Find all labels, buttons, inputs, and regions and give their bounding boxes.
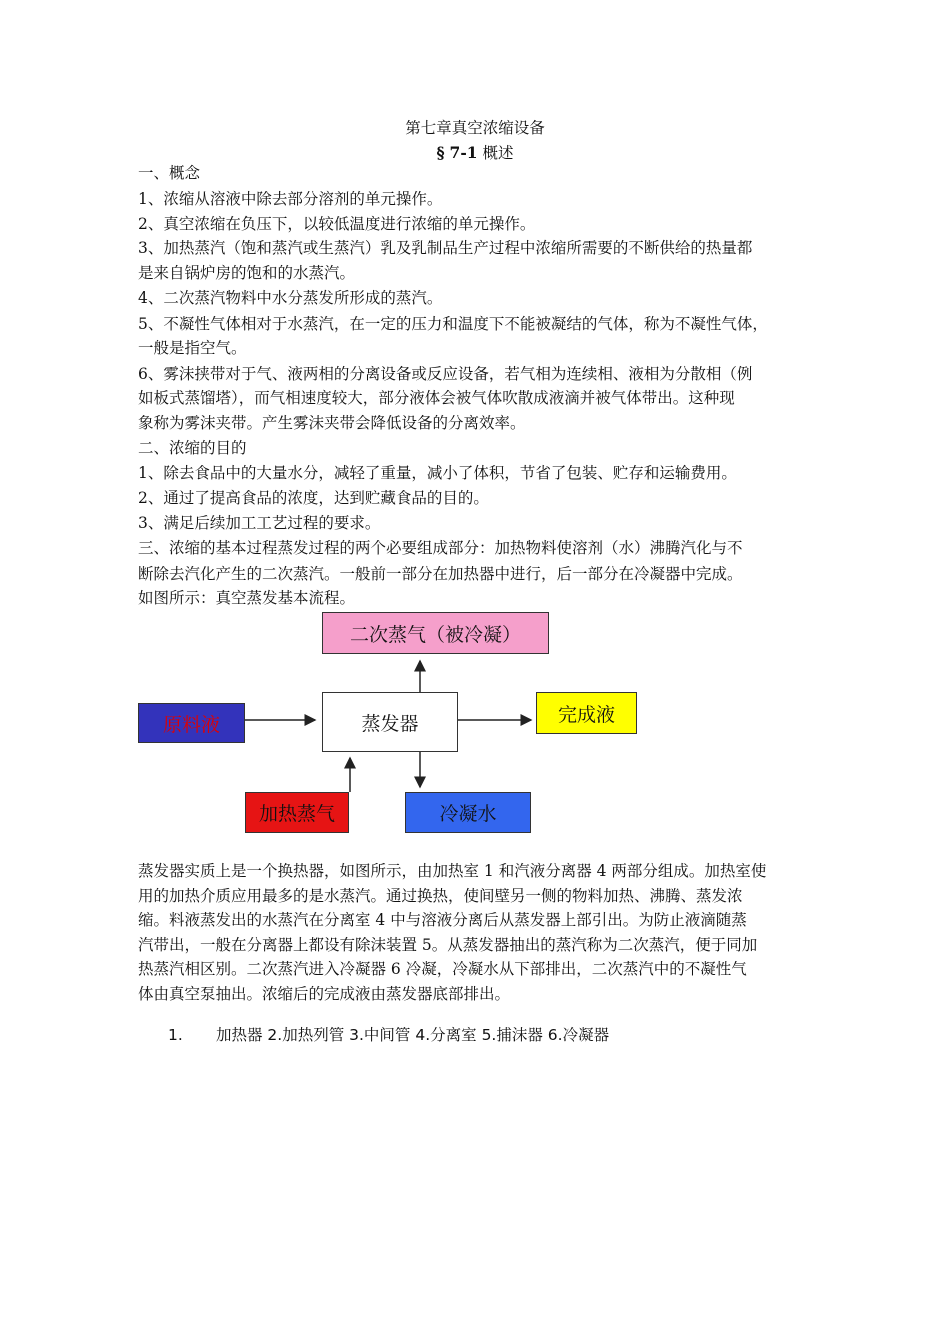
- paragraph-line: 用的加热介质应用最多的是水蒸汽。通过换热，使间壁另一侧的物料加热、沸腾、蒸发浓: [138, 886, 743, 905]
- text-line: 二、浓缩的目的: [138, 439, 247, 457]
- text-line: 如图所示：真空蒸发基本流程。: [138, 589, 356, 607]
- text-line: 2、真空浓缩在负压下，以较低温度进行浓缩的单元操作。: [138, 215, 536, 233]
- text-line: 6、雾沫挟带对于气、液两相的分离设备或反应设备，若气相为连续相、液相为分散相（例: [138, 365, 753, 383]
- text-line: 三、浓缩的基本过程蒸发过程的两个必要组成部分：加热物料使溶剂（水）沸腾汽化与不: [138, 539, 743, 557]
- text-line: 是来自锅炉房的饱和的水蒸汽。: [138, 264, 356, 282]
- text-line: 3、加热蒸汽（饱和蒸汽或生蒸汽）乳及乳制品生产过程中浓缩所需要的不断供给的热量都: [138, 239, 753, 257]
- text-line: 如板式蒸馏塔），而气相速度较大，部分液体会被气体吹散成液滴并被气体带出。这种现: [138, 389, 735, 407]
- text-line: 1、除去食品中的大量水分，减轻了重量，减小了体积，节省了包装、贮存和运输费用。: [138, 464, 737, 482]
- paragraph-line: 体由真空泵抽出。浓缩后的完成液由蒸发器底部排出。: [138, 984, 511, 1003]
- paragraph-line: 缩。料液蒸发出的水蒸汽在分离室 4 中与溶液分离后从蒸发器上部引出。为防止液滴随蒸: [138, 911, 747, 929]
- secondary-steam-box: 二次蒸气（被冷凝）: [322, 612, 549, 654]
- text-line: 5、不凝性气体相对于水蒸汽，在一定的压力和温度下不能被凝结的气体，称为不凝性气体，: [138, 315, 768, 333]
- condensate-box: 冷凝水: [405, 792, 531, 833]
- evaporator-box: 蒸发器: [322, 692, 458, 752]
- text-line: 断除去汽化产生的二次蒸汽。一般前一部分在加热器中进行，后一部分在冷凝器中完成。: [138, 565, 743, 583]
- parts-list: [168, 1023, 609, 1045]
- section-number: 7-1: [449, 143, 478, 162]
- paragraph-line: 热蒸汽相区别。二次蒸汽进入冷凝器 6 冷凝，冷凝水从下部排出，二次蒸汽中的不凝性气: [138, 960, 747, 978]
- chapter-title: 第七章真空浓缩设备: [405, 119, 545, 137]
- paragraph-line: 汽带出，一般在分离器上都设有除沫装置 5。从蒸发器抽出的蒸汽称为二次蒸汽，便于同加: [138, 935, 758, 954]
- list-text: 加热器 2.加热列管 3.中间管 4.分离室 5.捕沫器 6.冷凝器: [216, 1026, 610, 1044]
- list-number: 1.: [168, 1026, 183, 1044]
- text-line: 2、通过了提高食品的浓度，达到贮藏食品的目的。: [138, 489, 489, 507]
- heating-steam-box: 加热蒸气: [245, 792, 349, 833]
- paragraph-line: 蒸发器实质上是一个换热器，如图所示，由加热室 1 和汽液分离器 4 两部分组成。加热室使: [138, 862, 767, 880]
- text-line: 一般是指空气。: [138, 339, 247, 357]
- text-line: 象称为雾沫夹带。产生雾沫夹带会降低设备的分离效率。: [138, 414, 526, 432]
- text-line: 一、概念: [138, 164, 201, 182]
- section-symbol: §: [436, 143, 445, 162]
- text-line: 4、二次蒸汽物料中水分蒸发所形成的蒸汽。: [138, 289, 443, 307]
- text-line: 1、浓缩从溶液中除去部分溶剂的单元操作。: [138, 190, 443, 208]
- finished-liquid-box: 完成液: [536, 692, 637, 734]
- section-title: 概述: [482, 144, 514, 162]
- raw-liquid-box: 原料液: [138, 703, 245, 743]
- text-line: 3、满足后续加工工艺过程的要求。: [138, 514, 381, 532]
- description-paragraph: [138, 859, 828, 1006]
